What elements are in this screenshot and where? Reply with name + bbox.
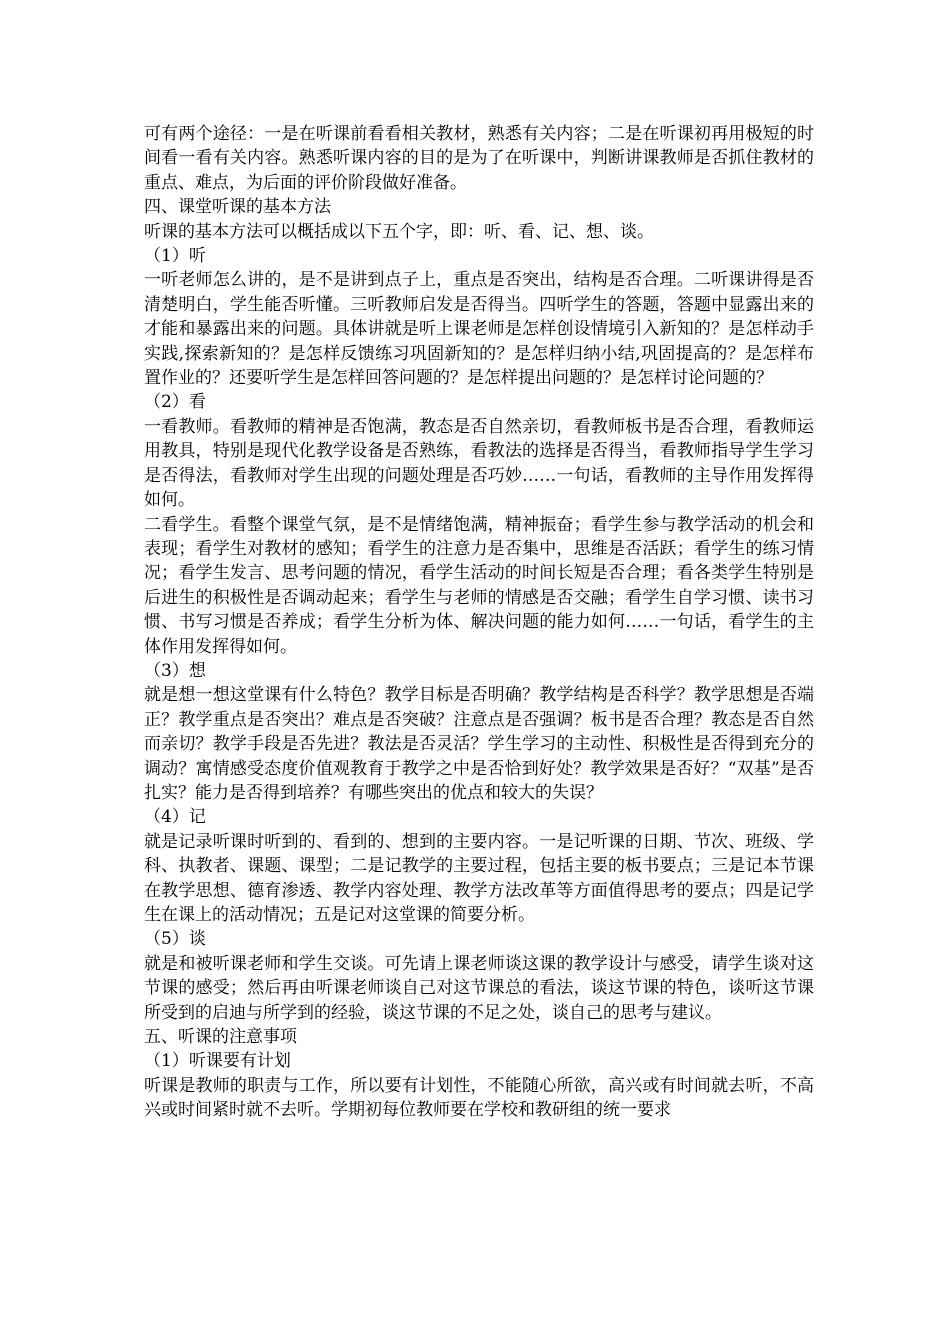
heading-think: （3）想	[144, 660, 206, 681]
heading-talk: （5）谈	[144, 929, 206, 950]
heading-look: （2）看	[144, 392, 206, 413]
paragraph-record: 就是记录听课时听到的、看到的、想到的主要内容。一是记听课的日期、节次、班级、学科、执教者、课题、课型；二是记教学的主要过程，包括主要的板书要点；三是记本节课在教学思想、德育渗透、教学内容处理、教学方法改革等方面值得思考的要点；四是记学生在课上的活动情况；五是记对这堂课的简要分析。	[144, 831, 814, 925]
heading-section-4: 四、课堂听课的基本方法	[144, 197, 331, 218]
heading-listen: （1）听	[144, 246, 206, 267]
paragraph-talk: 就是和被听课老师和学生交谈。可先请上课老师谈这课的教学设计与感受，请学生谈对这节课的感受；然后再由听课老师谈自己对这节课总的看法，谈这节课的特色，谈听这节课所受到的启迪与所学到的经验，谈这节课的不足之处，谈自己的思考与建议。	[144, 953, 814, 1023]
heading-plan: （1）听课要有计划	[144, 1051, 291, 1072]
paragraph-intro-continued: 可有两个途径：一是在听课前看看相关教材，熟悉有关内容；二是在听课初再用极短的时间看一看有关内容。熟悉听课内容的目的是为了在听课中，判断讲课教师是否抓住教材的重点、难点，为后面的评价阶段做好准备。	[144, 124, 814, 193]
paragraph-think: 就是想一想这堂课有什么特色？教学目标是否明确？教学结构是否科学？教学思想是否端正？教学重点是否突出？难点是否突破？注意点是否强调？板书是否合理？教态是否自然而亲切？教学手段是否先进？教法是否灵活？学生学习的主动性、积极性是否得到充分的调动？寓情感受态度价值观教育于教学之中是否恰到好处？教学效果是否好？“双基”是否扎实？能力是否得到培养？有哪些突出的优点和较大的失误？	[144, 685, 814, 803]
paragraph-plan: 听课是教师的职责与工作，所以要有计划性，不能随心所欲，高兴或有时间就去听，不高兴或时间紧时就不去听。学期初每位教师要在学校和教研组的统一要求	[144, 1075, 814, 1121]
heading-record: （4）记	[144, 807, 206, 828]
heading-section-5: 五、听课的注意事项	[144, 1027, 297, 1048]
paragraph-look-teacher: 一看教师。看教师的精神是否饱满，教态是否自然亲切，看教师板书是否合理，看教师运用教具，特别是现代化教学设备是否熟练，看教法的选择是否得当，看教师指导学生学习是否得法，看教师对学生出现的问题处理是否巧妙……一句话，看教师的主导作用发挥得如何。	[144, 416, 814, 511]
paragraph-method-summary: 听课的基本方法可以概括成以下五个字，即：听、看、记、想、谈。	[144, 221, 654, 242]
paragraph-listen: 一听老师怎么讲的，是不是讲到点子上，重点是否突出，结构是否合理。二听课讲得是否清楚明白，学生能否听懂。三听教师启发是否得当。四听学生的答题，答题中显露出来的才能和暴露出来的问题。具体讲就是听上课老师是怎样创设情境引入新知的？是怎样动手实践,探索新知的？是怎样反馈练习巩固新知的？是怎样归纳小结,巩固提高的？是怎样布置作业的？还要听学生是怎样回答问题的？是怎样提出问题的？是怎样讨论问题的？	[144, 270, 814, 389]
paragraph-look-students: 二看学生。看整个课堂气氛，是不是情绪饱满，精神振奋；看学生参与教学活动的机会和表现；看学生对教材的感知；看学生的注意力是否集中，思维是否活跃；看学生的练习情况；看学生发言、思考问题的情况，看学生活动的时间长短是否合理；看各类学生特别是后进生的积极性是否调动起来；看学生与老师的情感是否交融；看学生自学习惯、读书习惯、书写习惯是否养成；看学生分析为体、解决问题的能力如何……一句话，看学生的主体作用发挥得如何。	[144, 514, 814, 657]
document-body	[144, 122, 814, 1123]
